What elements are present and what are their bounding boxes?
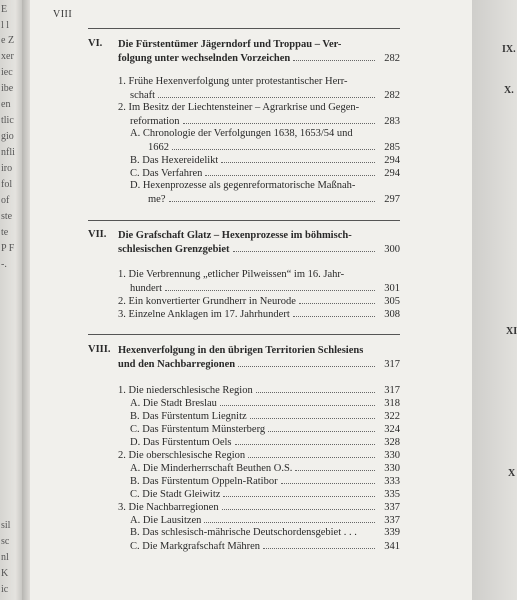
left-text-fragment: nl [1, 552, 9, 563]
page-ref: 294 [384, 168, 400, 179]
page-ref: 300 [384, 244, 400, 255]
page-ref: 301 [384, 283, 400, 294]
section-title: und den Nachbarregionen 317 [118, 359, 400, 370]
section-divider [88, 220, 400, 221]
page-ref: 297 [384, 194, 400, 205]
toc-entry: A. Die Stadt Breslau 318 [130, 398, 400, 409]
right-text-fragment: IX. [502, 44, 516, 55]
left-text-fragment: en [1, 99, 11, 110]
left-text-fragment: xer [1, 51, 14, 62]
toc-entry: 2. Die oberschlesische Region 330 [118, 450, 400, 461]
toc-entry: A. Die Lausitzen 337 [130, 515, 400, 526]
section-numeral: VI. [88, 38, 103, 49]
toc-entry: 1. Die Verbrennung „etlicher Pilweissen“ im 16. Jahr- [118, 269, 345, 280]
page-ref: 337 [384, 502, 400, 513]
page-number: VIII [53, 9, 73, 20]
toc-entry: A. Die Minderherrschaft Beuthen O.S. 330 [130, 463, 400, 474]
left-text-fragment: nfli [1, 147, 15, 158]
toc-entry: 1. Frühe Hexenverfolgung unter protestantischer Herr- [118, 76, 348, 87]
toc-entry: B. Das Fürstentum Oppeln-Ratibor 333 [130, 476, 400, 487]
left-text-fragment: fol [1, 179, 13, 190]
adjacent-left-page [0, 0, 22, 600]
page-ref: 339 [384, 527, 400, 538]
left-text-fragment: K [1, 568, 9, 579]
toc-entry: hundert 301 [130, 283, 400, 294]
page-ref: 330 [384, 463, 400, 474]
left-text-fragment: ste [1, 211, 13, 222]
page-ref: 317 [384, 385, 400, 396]
toc-entry: A. Chronologie der Verfolgungen 1638, 1653/54 und [130, 128, 353, 139]
toc-entry: 1662 285 [148, 142, 400, 153]
section-title: schlesischen Grenzgebiet 300 [118, 244, 400, 255]
toc-entry: 1. Die niederschlesische Region 317 [118, 385, 400, 396]
page-ref: 322 [384, 411, 400, 422]
adjacent-right-page [472, 0, 517, 600]
left-text-fragment: gio [1, 131, 14, 142]
section-title: Hexenverfolgung in den übrigen Territorien Schlesiens [118, 345, 364, 356]
toc-entry: B. Das schlesisch-mährische Deutschordensgebiet . . . 339 [130, 527, 400, 538]
left-text-fragment: e Z [1, 35, 15, 46]
page-ref: 318 [384, 398, 400, 409]
page-ref: 324 [384, 424, 400, 435]
left-text-fragment: iro [1, 163, 13, 174]
section-divider [88, 334, 400, 335]
section-numeral: VIII. [88, 344, 111, 355]
page-ref: 283 [384, 116, 400, 127]
section-title: folgung unter wechselnden Vorzeichen 282 [118, 53, 400, 64]
book-gutter [22, 0, 30, 600]
section-divider [88, 28, 400, 29]
left-text-fragment: -. [1, 259, 7, 270]
page-ref: 333 [384, 476, 400, 487]
page-ref: 337 [384, 515, 400, 526]
toc-entry: 3. Die Nachbarregionen 337 [118, 502, 400, 513]
toc-entry: 3. Einzelne Anklagen im 17. Jahrhundert 308 [118, 309, 400, 320]
page-ref: 335 [384, 489, 400, 500]
toc-entry: D. Hexenprozesse als gegenreformatorische Maßnah- [130, 180, 356, 191]
section-title: Die Fürstentümer Jägerndorf und Troppau – Ver- [118, 39, 342, 50]
right-text-fragment: X [508, 468, 516, 479]
page-ref: 305 [384, 296, 400, 307]
left-text-fragment: l l [1, 20, 10, 31]
toc-entry: reformation 283 [130, 116, 400, 127]
page-ref: 328 [384, 437, 400, 448]
toc-entry: C. Die Stadt Gleiwitz 335 [130, 489, 400, 500]
left-text-fragment: of [1, 195, 10, 206]
left-text-fragment: iec [1, 67, 13, 78]
toc-entry: C. Die Markgrafschaft Mähren 341 [130, 541, 400, 552]
toc-entry: C. Das Verfahren 294 [130, 168, 400, 179]
toc-entry: me? 297 [148, 194, 400, 205]
left-text-fragment: tlic [1, 115, 14, 126]
section-numeral: VII. [88, 229, 107, 240]
toc-entry: D. Das Fürstentum Oels 328 [130, 437, 400, 448]
page-ref: 282 [384, 53, 400, 64]
page-ref: 341 [384, 541, 400, 552]
section-title: Die Grafschaft Glatz – Hexenprozesse im böhmisch- [118, 230, 352, 241]
page-ref: 282 [384, 90, 400, 101]
toc-entry: 2. Ein konvertierter Grundherr in Neurode 305 [118, 296, 400, 307]
left-text-fragment: sc [1, 536, 10, 547]
left-text-fragment: ic [1, 584, 9, 595]
right-text-fragment: X. [504, 85, 514, 96]
right-text-fragment: XI [506, 326, 517, 337]
page-ref: 308 [384, 309, 400, 320]
left-text-fragment: ibe [1, 83, 14, 94]
left-text-fragment: P F [1, 243, 15, 254]
page-ref: 317 [384, 359, 400, 370]
left-text-fragment: te [1, 227, 9, 238]
toc-entry: B. Das Hexereidelikt 294 [130, 155, 400, 166]
page-ref: 285 [384, 142, 400, 153]
left-text-fragment: sil [1, 520, 11, 531]
toc-entry: schaft 282 [130, 90, 400, 101]
toc-entry: B. Das Fürstentum Liegnitz 322 [130, 411, 400, 422]
toc-entry: 2. Im Besitz der Liechtensteiner – Agrarkrise und Gegen- [118, 102, 360, 113]
page-ref: 330 [384, 450, 400, 461]
page-ref: 294 [384, 155, 400, 166]
left-text-fragment: E [1, 4, 8, 15]
toc-entry: C. Das Fürstentum Münsterberg 324 [130, 424, 400, 435]
